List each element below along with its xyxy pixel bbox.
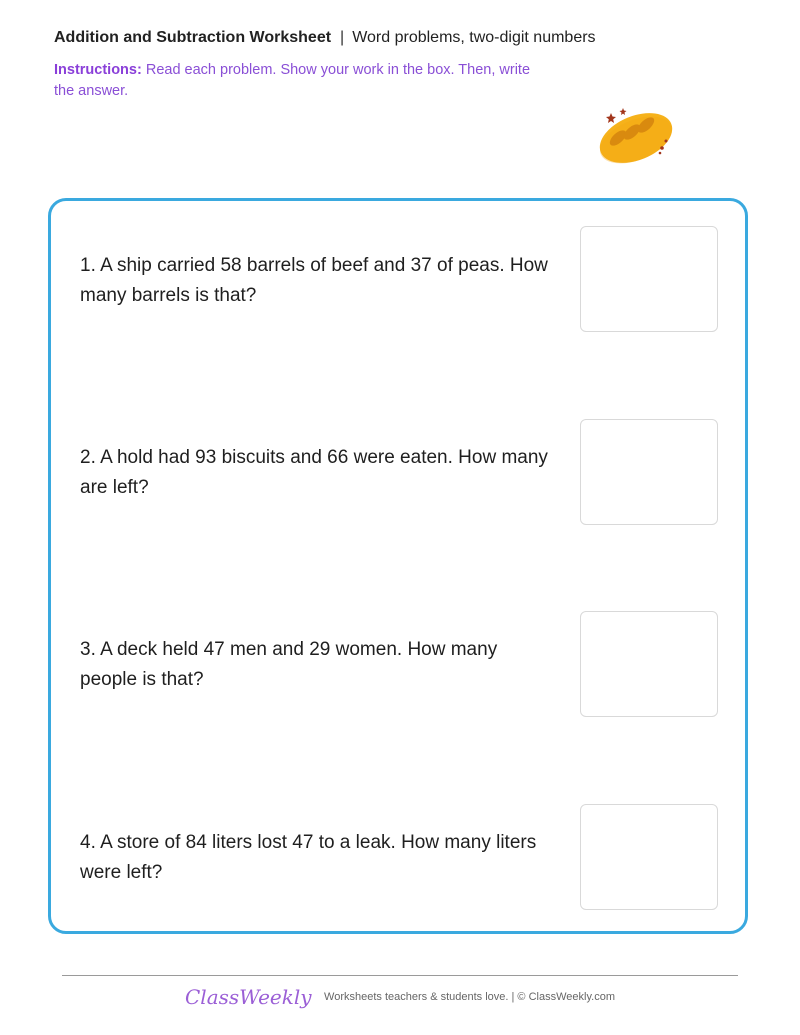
- bread-icon: [592, 104, 678, 170]
- bread-loaf: [593, 104, 678, 170]
- worksheet-subtitle: Word problems, two-digit numbers: [352, 29, 596, 46]
- problem-4-text: 4. A store of 84 liters lost 47 to a leak. How many liters were left?: [80, 832, 537, 883]
- problem-3-text: 3. A deck held 47 men and 29 women. How many people is that?: [80, 639, 498, 690]
- worksheet-title: Addition and Subtraction Worksheet: [54, 29, 332, 46]
- answer-box-4[interactable]: [580, 804, 718, 910]
- worksheet-header: [54, 28, 674, 102]
- title-separator: |: [340, 29, 345, 46]
- answer-box-3[interactable]: [580, 611, 718, 717]
- instructions: [54, 60, 534, 102]
- footer-divider: [62, 975, 738, 976]
- footer: [0, 985, 800, 1009]
- instructions-label: Instructions:: [54, 62, 142, 78]
- answer-box-2[interactable]: [580, 419, 718, 525]
- problem-1-text: 1. A ship carried 58 barrels of beef and 37 of peas. How many barrels is that?: [80, 255, 548, 306]
- problem-2-text: 2. A hold had 93 biscuits and 66 were eaten. How many are left?: [80, 447, 548, 498]
- title-line: [54, 28, 674, 48]
- footer-tagline: Worksheets teachers & students love. | © ClassWeekly.com: [324, 991, 615, 1003]
- instructions-text: Read each problem. Show your work in the box. Then, write the answer.: [54, 62, 531, 99]
- answer-box-1[interactable]: [580, 226, 718, 332]
- brand-logo: ClassWeekly: [185, 985, 312, 1009]
